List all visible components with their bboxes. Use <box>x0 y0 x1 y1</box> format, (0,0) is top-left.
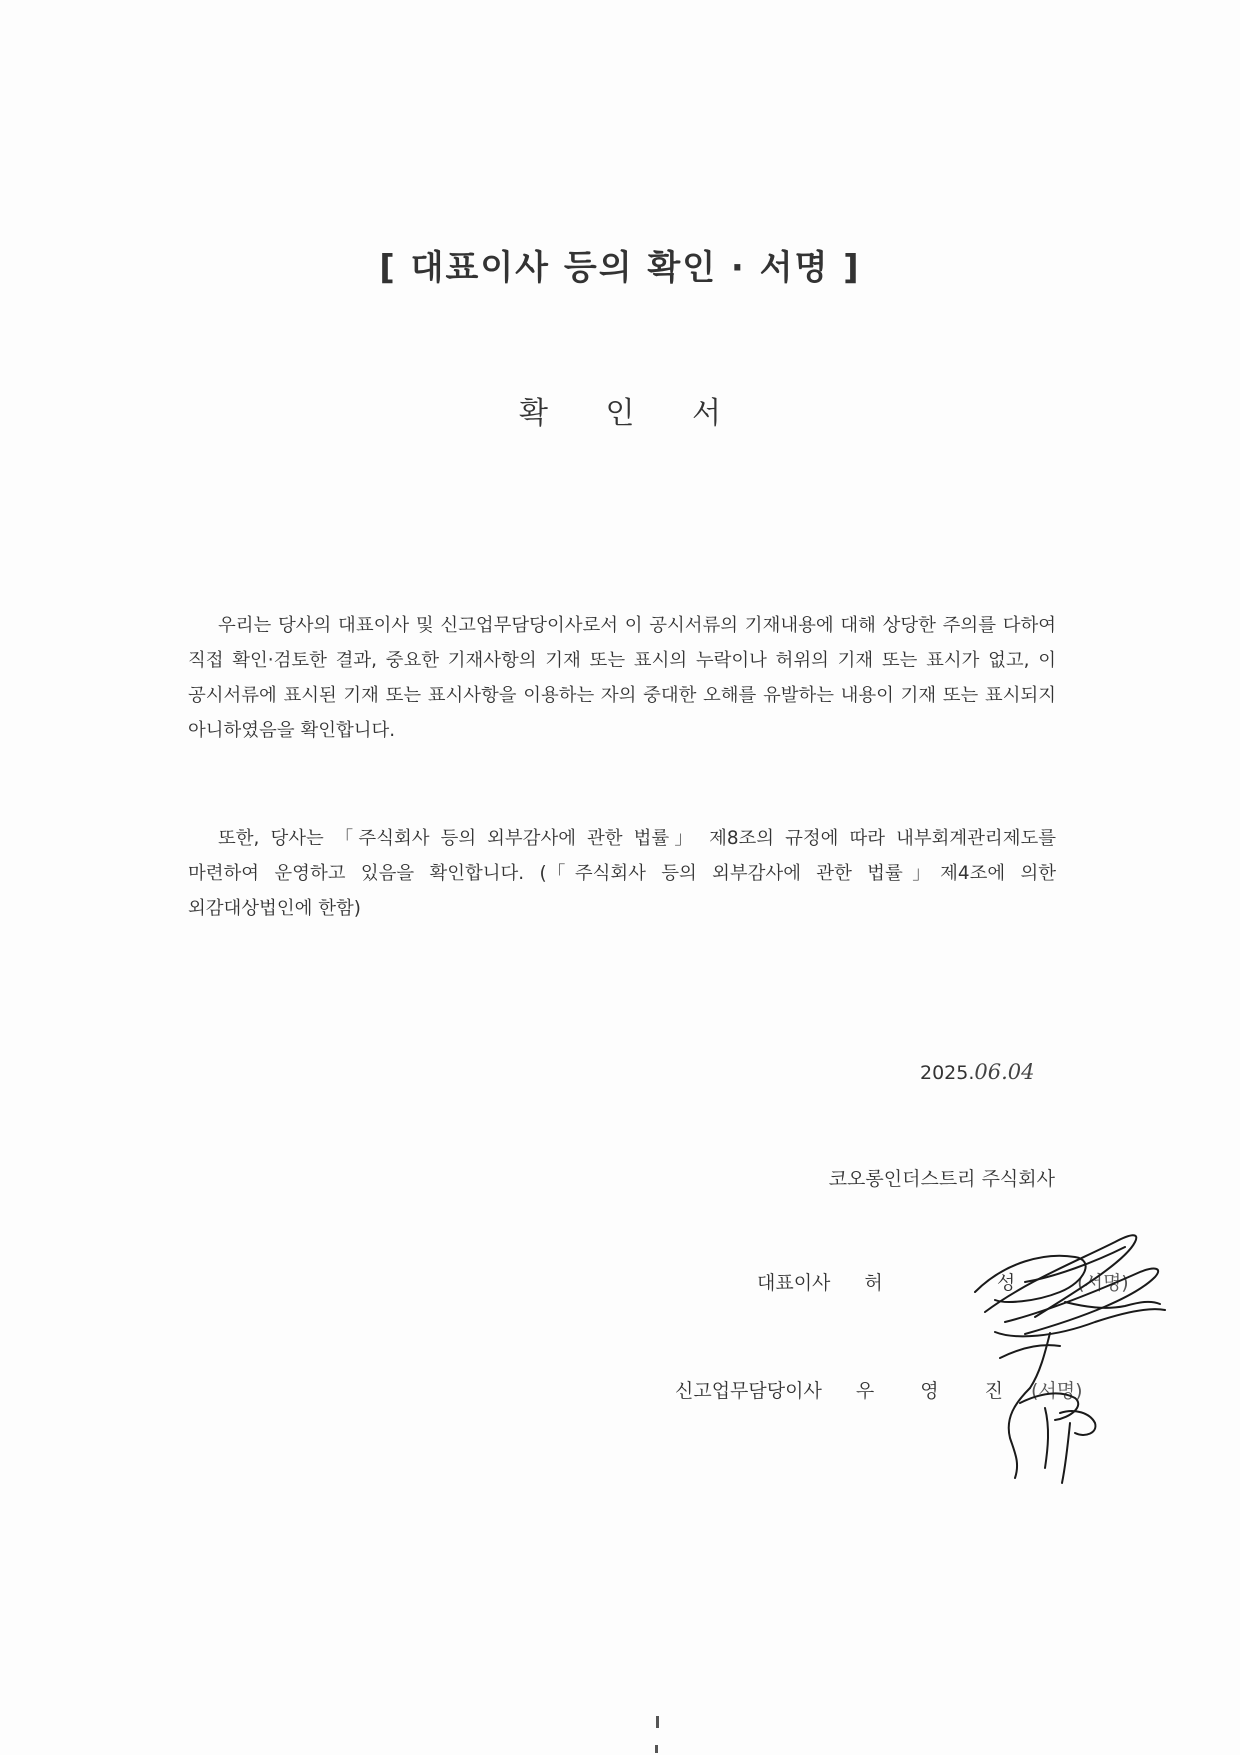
date-handwritten: 06.04 <box>974 1060 1035 1084</box>
internal-control-paragraph: 또한, 당사는 「주식회사 등의 외부감사에 관한 법률」 제8조의 규정에 따라 내부회계관리제도를 마련하여 운영하고 있음을 확인합니다. (「주식회사 등의 외부감사에 관한 법률」제4조에 의한 외감대상법인에 한함) <box>188 828 1056 920</box>
reporting-director-signature-line <box>675 1376 1083 1403</box>
date-printed: 2025. <box>920 1062 975 1084</box>
reporting-director-name: 우 영 진 <box>855 1380 1023 1402</box>
ceo-name: 허 성 <box>864 1272 1070 1294</box>
ceo-signature-line <box>757 1268 1129 1295</box>
confirmation-paragraph: 우리는 당사의 대표이사 및 신고업무담당이사로서 이 공시서류의 기재내용에 대해 상당한 주의를 다하여 직접 확인·검토한 결과, 중요한 기재사항의 기재 또는 표시의 누락이나 허위의 기재 또는 표시가 없고, 이 공시서류에 표시된 기재 또는 표시사항을 이용하는 자의 중대한 오해를 유발하는 내용이 기재 또는 표시되지 아니하였음을 확인합니다. <box>188 615 1056 742</box>
reporting-director-handwritten-signature <box>990 1328 1110 1488</box>
reporting-director-role: 신고업무담당이사 <box>675 1380 822 1402</box>
reporting-director-seal-label: (서명) <box>1031 1380 1083 1402</box>
ceo-role: 대표이사 <box>757 1272 831 1294</box>
document-title: 확 인 서 <box>518 396 745 431</box>
scan-mark <box>655 1745 658 1753</box>
scan-mark <box>656 1716 659 1728</box>
company-name: 코오롱인더스트리 주식회사 <box>828 1168 1055 1190</box>
page-heading: [ 대표이사 등의 확인 · 서명 ] <box>379 248 861 288</box>
ceo-seal-label: (서명) <box>1077 1272 1129 1294</box>
signing-date <box>920 1060 1035 1084</box>
